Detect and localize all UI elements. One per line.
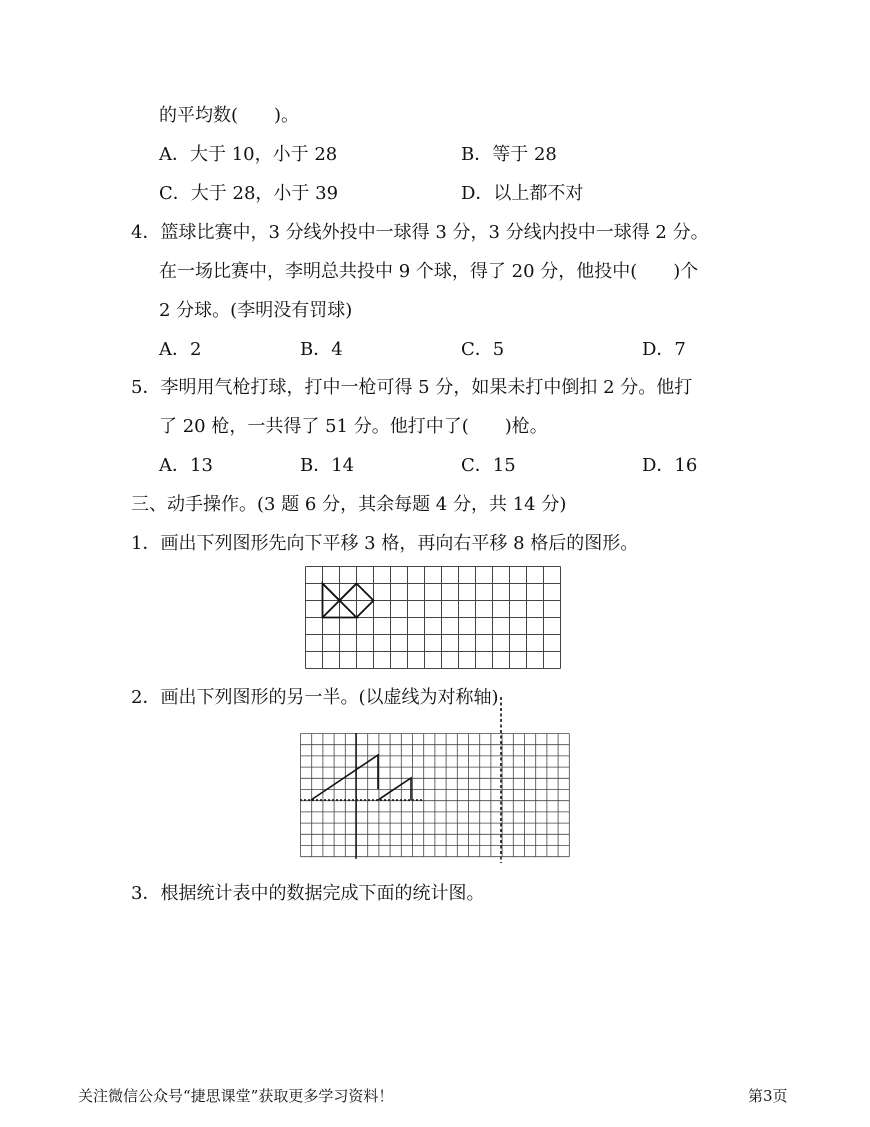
footer-promo: 关注微信公众号“捷思课堂”获取更多学习资料！	[78, 1087, 394, 1105]
q4-option-b: B．4	[300, 339, 343, 360]
q5-option-a: A．13	[159, 455, 213, 476]
section3-heading: 三、动手操作。(3 题 6 分，其余每题 4 分，共 14 分)	[131, 494, 567, 515]
section3-item1: 1．画出下列图形先向下平移 3 格，再向右平移 8 格后的图形。	[131, 533, 639, 554]
q4-option-d: D．7	[642, 339, 686, 360]
q4-line3: 2 分球。(李明没有罚球)	[159, 300, 353, 321]
q3-option-b: B．等于 28	[461, 144, 557, 165]
q4-line2: 在一场比赛中，李明总共投中 9 个球，得了 20 分，他投中( )个	[159, 261, 699, 282]
section3-item3: 3．根据统计表中的数据完成下面的统计图。	[131, 883, 485, 904]
section3-item2: 2．画出下列图形的另一半。(以虚线为对称轴)	[131, 687, 499, 708]
translation-grid	[304, 566, 566, 672]
half-figure-right	[378, 778, 411, 800]
q5-line1: 5．李明用气枪打球，打中一枪可得 5 分，如果未打中倒扣 2 分。他打	[131, 377, 693, 398]
q3-stem-tail: 的平均数( )。	[159, 105, 300, 126]
page-number: 第3页	[748, 1087, 788, 1105]
q5-option-c: C．15	[461, 455, 516, 476]
q5-option-d: D．16	[642, 455, 698, 476]
q5-option-b: B．14	[300, 455, 355, 476]
q4-line1: 4．篮球比赛中，3 分线外投中一球得 3 分，3 分线内投中一球得 2 分。	[131, 222, 709, 243]
q3-option-c: C．大于 28，小于 39	[159, 183, 339, 204]
q3-option-a: A．大于 10，小于 28	[159, 144, 338, 165]
q4-option-a: A．2	[159, 339, 202, 360]
q3-option-d: D．以上都不对	[461, 183, 584, 204]
symmetry-grid	[300, 733, 570, 859]
q4-option-c: C．5	[461, 339, 505, 360]
q5-line2: 了 20 枪，一共得了 51 分。他打中了( )枪。	[159, 416, 548, 437]
